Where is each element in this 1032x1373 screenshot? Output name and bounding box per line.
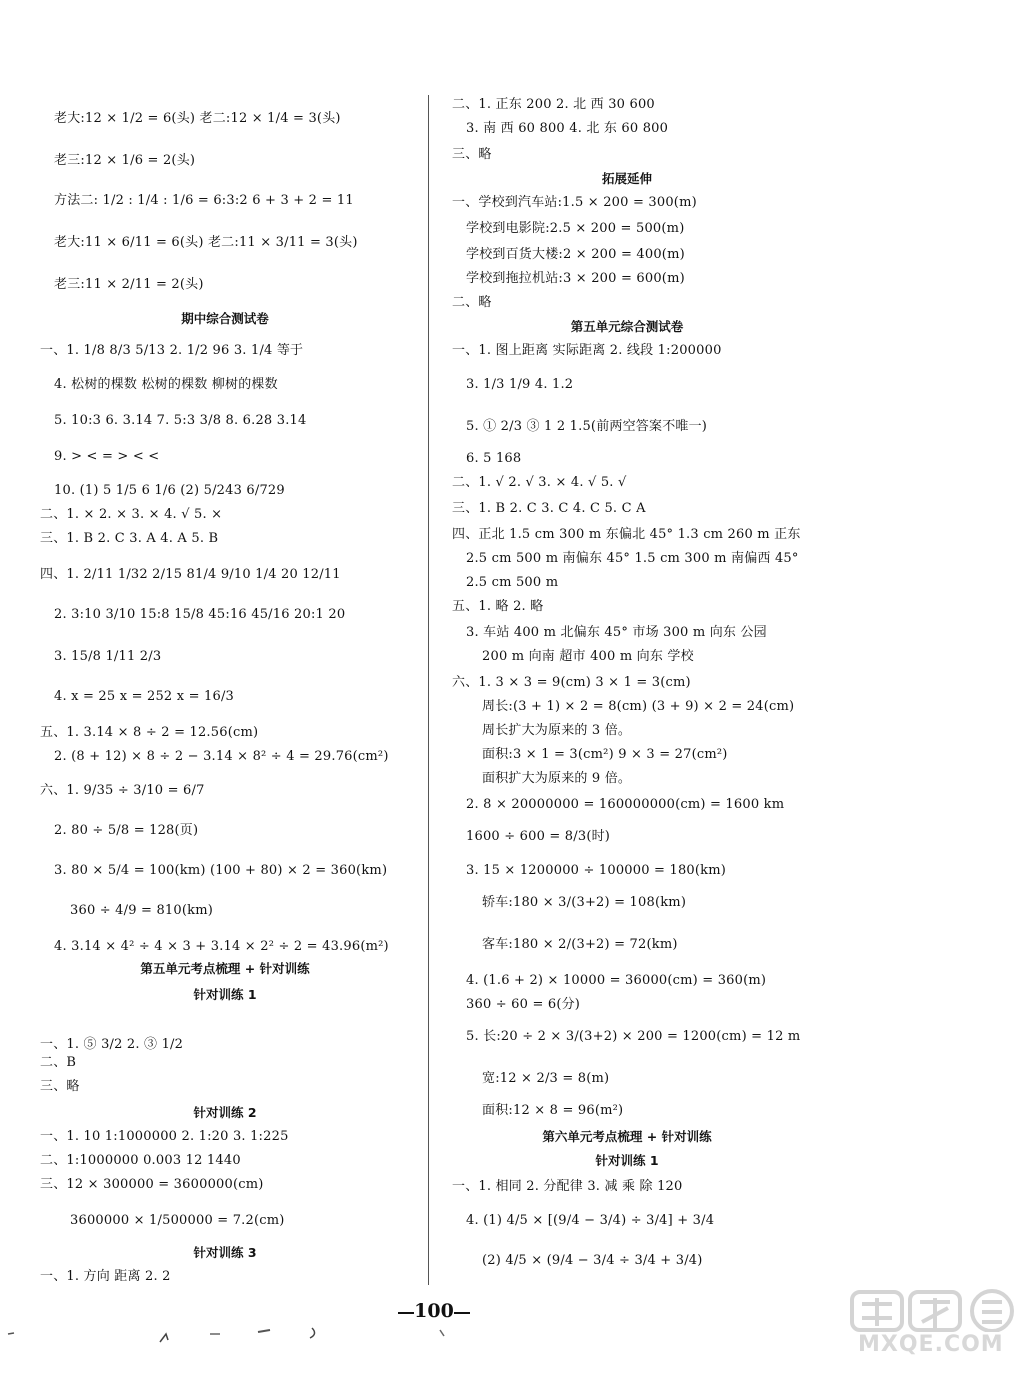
answer-line: 3. 南 西 60 800 4. 北 东 60 800 (466, 121, 669, 136)
answer-line: 2. (8 + 12) × 8 ÷ 2 − 3.14 × 8² ÷ 4 = 29.76(cm²) (54, 749, 389, 764)
answer-line: 客车:180 × 2/(3+2) = 72(km) (482, 937, 678, 952)
page-number: 100 (384, 1300, 484, 1322)
answer-line: 一、1. 10 1:1000000 2. 1:20 3. 1:225 (40, 1129, 289, 1144)
answer-line: 五、1. 3.14 × 8 ÷ 2 = 12.56(cm) (40, 725, 259, 740)
watermark (830, 1288, 1020, 1363)
section-heading: 针对训练 1 (595, 1153, 659, 1168)
answer-line: 二、1. √ 2. √ 3. × 4. √ 5. √ (452, 475, 627, 490)
answer-line: 二、1. 正东 200 2. 北 西 30 600 (452, 97, 655, 112)
answer-line: 老大:11 × 6/11 = 6(头) 老二:11 × 3/11 = 3(头) (54, 235, 358, 250)
answer-line: 轿车:180 × 3/(3+2) = 108(km) (482, 895, 687, 910)
section-heading: 第六单元考点梳理 + 针对训练 (542, 1129, 712, 1144)
answer-line: 一、学校到汽车站:1.5 × 200 = 300(m) (452, 195, 697, 210)
answer-line: 三、1. B 2. C 3. C 4. C 5. C A (452, 501, 646, 516)
answer-line: 一、1. 1/8 8/3 5/13 2. 1/2 96 3. 1/4 等于 (40, 343, 304, 358)
scan-specks (0, 1320, 480, 1350)
answer-line: 老三:11 × 2/11 = 2(头) (54, 277, 204, 292)
answer-line: 三、12 × 300000 = 3600000(cm) (40, 1177, 264, 1192)
answer-line: 学校到百货大楼:2 × 200 = 400(m) (466, 247, 685, 262)
answer-line: 四、1. 2/11 1/32 2/15 81/4 9/10 1/4 20 12/11 (40, 567, 341, 582)
answer-line: 二、略 (452, 295, 492, 310)
answer-line: 9. > < = > < < (54, 449, 160, 464)
answer-line: 二、B (40, 1055, 77, 1070)
answer-line: 学校到电影院:2.5 × 200 = 500(m) (466, 221, 685, 236)
answer-line: 3. 80 × 5/4 = 100(km) (100 + 80) × 2 = 360(km) (54, 863, 388, 878)
column-divider (428, 95, 429, 1285)
answer-line: 一、1. 方向 距离 2. 2 (40, 1269, 171, 1284)
answer-line: 2.5 cm 500 m (466, 575, 559, 590)
answer-line: 4. (1.6 + 2) × 10000 = 36000(cm) = 360(m) (466, 973, 767, 988)
section-heading: 拓展延伸 (601, 171, 652, 186)
section-heading: 期中综合测试卷 (181, 311, 269, 326)
answer-line: 面积扩大为原来的 9 倍。 (482, 771, 632, 786)
answer-line: 三、略 (40, 1079, 80, 1094)
answer-line: 1600 ÷ 600 = 8/3(时) (466, 829, 611, 844)
answer-line: 3. 车站 400 m 北偏东 45° 市场 300 m 向东 公园 (466, 625, 767, 640)
answer-line: 5. 长:20 ÷ 2 × 3/(3+2) × 200 = 1200(cm) = 12 m (466, 1029, 801, 1044)
answer-line: 360 ÷ 4/9 = 810(km) (70, 903, 214, 918)
answer-line: 5. 10:3 6. 3.14 7. 5:3 3/8 8. 6.28 3.14 (54, 413, 307, 428)
answer-line: 4. (1) 4/5 × [(9/4 − 3/4) ÷ 3/4] + 3/4 (466, 1213, 715, 1228)
answer-line: 2. 80 ÷ 5/8 = 128(页) (54, 823, 199, 838)
answer-line: 三、1. B 2. C 3. A 4. A 5. B (40, 531, 219, 546)
answer-line: 面积:3 × 1 = 3(cm²) 9 × 3 = 27(cm²) (482, 747, 728, 762)
answer-line: 200 m 向南 超市 400 m 向东 学校 (482, 649, 694, 664)
answer-line: 一、1. 图上距离 实际距离 2. 线段 1:200000 (452, 343, 722, 358)
answer-line: 3. 15/8 1/11 2/3 (54, 649, 162, 664)
answer-line: 周长:(3 + 1) × 2 = 8(cm) (3 + 9) × 2 = 24(cm) (482, 699, 795, 714)
answer-line: (2) 4/5 × (9/4 − 3/4 ÷ 3/4 + 3/4) (482, 1253, 703, 1268)
answer-line: 面积:12 × 8 = 96(m²) (482, 1103, 624, 1118)
answer-line: 2.5 cm 500 m 南偏东 45° 1.5 cm 300 m 南偏西 45° (466, 551, 799, 566)
section-heading: 针对训练 3 (193, 1245, 257, 1260)
answer-line: 一、1. ⑤ 3/2 2. ③ 1/2 (40, 1037, 184, 1052)
answer-line: 10. (1) 5 1/5 6 1/6 (2) 5/243 6/729 (54, 483, 285, 498)
answer-line: 360 ÷ 60 = 6(分) (466, 997, 581, 1012)
answer-line: 宽:12 × 2/3 = 8(m) (482, 1071, 610, 1086)
answer-line: 4. x = 25 x = 252 x = 16/3 (54, 689, 235, 704)
answer-line: 4. 3.14 × 4² ÷ 4 × 3 + 3.14 × 2² ÷ 2 = 43.96(m²) (54, 939, 389, 954)
answer-line: 五、1. 略 2. 略 (452, 599, 544, 614)
answer-line: 3600000 × 1/500000 = 7.2(cm) (70, 1213, 285, 1228)
section-heading: 针对训练 1 (193, 987, 257, 1002)
answer-line: 5. ① 2/3 ③ 1 2 1.5(前两空答案不唯一) (466, 419, 708, 434)
answer-line: 4. 松树的棵数 松树的棵数 柳树的棵数 (54, 377, 278, 392)
section-heading: 第五单元综合测试卷 (570, 319, 684, 334)
section-heading: 针对训练 2 (193, 1105, 257, 1120)
answer-line: 学校到拖拉机站:3 × 200 = 600(m) (466, 271, 685, 286)
answer-line: 三、略 (452, 147, 492, 162)
answer-line: 六、1. 3 × 3 = 9(cm) 3 × 1 = 3(cm) (452, 675, 691, 690)
answer-line: 老大:12 × 1/2 = 6(头) 老二:12 × 1/4 = 3(头) (54, 111, 341, 126)
answer-line: 二、1:1000000 0.003 12 1440 (40, 1153, 241, 1168)
section-heading: 第五单元考点梳理 + 针对训练 (140, 961, 310, 976)
answer-line: 3. 1/3 1/9 4. 1.2 (466, 377, 574, 392)
answer-line: 四、正北 1.5 cm 300 m 东偏北 45° 1.3 cm 260 m 正东 (452, 527, 801, 542)
answer-line: 方法二: 1/2 : 1/4 : 1/6 = 6:3:2 6 + 3 + 2 = 11 (54, 193, 354, 208)
answer-line: 6. 5 168 (466, 451, 522, 466)
watermark-logo-icon (850, 1288, 1020, 1332)
answer-line: 六、1. 9/35 ÷ 3/10 = 6/7 (40, 783, 205, 798)
answer-line: 老三:12 × 1/6 = 2(头) (54, 153, 196, 168)
answer-line: 2. 3:10 3/10 15:8 15/8 45:16 45/16 20:1 20 (54, 607, 346, 622)
answer-line: 一、1. 相同 2. 分配律 3. 减 乘 除 120 (452, 1179, 683, 1194)
answer-line: 二、1. × 2. × 3. × 4. √ 5. × (40, 507, 223, 522)
answer-line: 3. 15 × 1200000 ÷ 100000 = 180(km) (466, 863, 727, 878)
watermark-text: MXQE.COM (858, 1332, 1004, 1357)
answer-line: 2. 8 × 20000000 = 160000000(cm) = 1600 km (466, 797, 785, 812)
answer-line: 周长扩大为原来的 3 倍。 (482, 723, 632, 738)
